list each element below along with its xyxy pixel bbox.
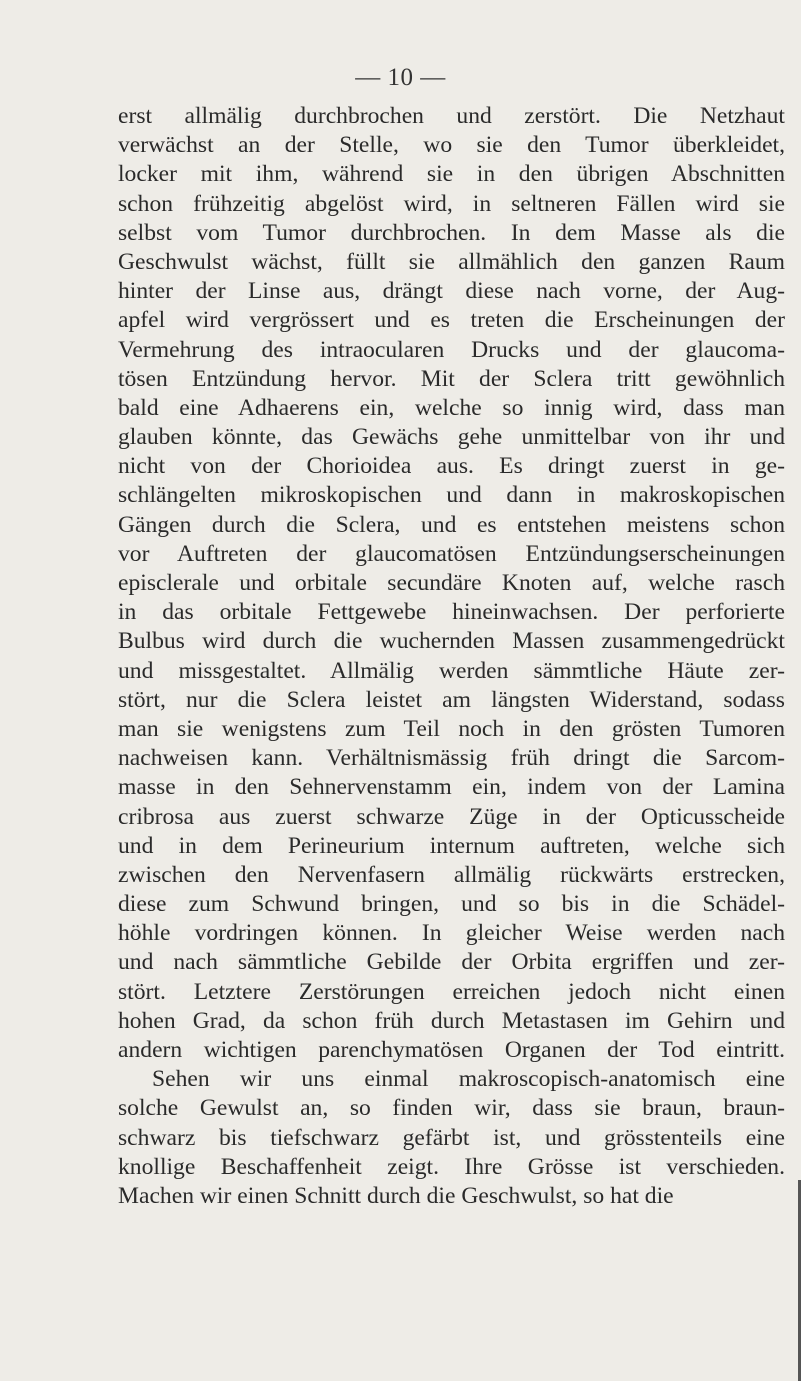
text-line: bald eine Adhaerens ein, welche so innig wird, dass man	[118, 394, 785, 421]
text-line: locker mit ihm, während sie in den übrigen Abschnitten	[118, 161, 785, 188]
text-line: höhle vordringen können. In gleicher Weise werden nach	[118, 920, 785, 947]
text-line: nachweisen kann. Verhältnismässig früh dringt die Sarcom-	[118, 745, 785, 772]
text-line: Geschwulst wächst, füllt sie allmählich den ganzen Raum	[118, 248, 785, 275]
text-line: stört. Letztere Zerstörungen erreichen jedoch nicht einen	[118, 978, 785, 1005]
text-line: stört, nur die Sclera leistet am längsten Widerstand, sodass	[118, 686, 785, 713]
text-line: Sehen wir uns einmal makroscopisch-anatomisch eine	[152, 1066, 785, 1093]
text-line: Vermehrung des intraocularen Drucks und der glaucoma-	[118, 336, 785, 363]
paragraph-1	[118, 102, 785, 1065]
text-line: apfel wird vergrössert und es treten die Erscheinungen der	[118, 307, 785, 334]
text-line: nicht von der Chorioidea aus. Es dringt zuerst in ge-	[118, 453, 785, 480]
text-line: und in dem Perineurium internum auftreten, welche sich	[118, 832, 785, 859]
text-line: erst allmälig durchbrochen und zerstört. Die Netzhaut	[118, 103, 785, 129]
text-line: knollige Beschaffenheit zeigt. Ihre Grösse ist verschieden.	[118, 1153, 785, 1180]
text-line: hinter der Linse aus, drängt diese nach vorne, der Aug-	[118, 278, 785, 305]
text-line: diese zum Schwund bringen, und so bis in die Schädel-	[118, 891, 785, 918]
text-line: andern wichtigen parenchymatösen Organen der Tod eintritt.	[118, 1037, 785, 1063]
text-line: glauben könnte, das Gewächs gehe unmittelbar von ihr und	[118, 424, 785, 451]
text-line: Gängen durch die Sclera, und es entstehen meistens schon	[118, 511, 785, 538]
text-line: episclerale und orbitale secundäre Knoten auf, welche rasch	[118, 570, 785, 596]
text-line: schlängelten mikroskopischen und dann in makroskopischen	[118, 482, 785, 509]
text-line: cribrosa aus zuerst schwarze Züge in der Opticusscheide	[118, 803, 785, 830]
text-line: Machen wir einen Schnitt durch die Geschwulst, so hat die	[118, 1182, 674, 1209]
text-line: tösen Entzündung hervor. Mit der Sclera tritt gewöhnlich	[118, 365, 785, 392]
text-line: masse in den Sehnervenstamm ein, indem von der Lamina	[118, 774, 785, 801]
page-number: — 10 —	[355, 64, 446, 91]
text-line: in das orbitale Fettgewebe hineinwachsen. Der perforierte	[118, 599, 785, 626]
text-line: solche Gewulst an, so finden wir, dass sie braun, braun-	[118, 1095, 785, 1122]
text-line: man sie wenigstens zum Teil noch in den grösten Tumoren	[118, 715, 785, 742]
text-line: und missgestaltet. Allmälig werden sämmtliche Häute zer-	[118, 657, 785, 684]
text-line: zwischen den Nervenfasern allmälig rückwärts erstrecken,	[118, 861, 785, 888]
body-text	[118, 102, 785, 1211]
text-line: und nach sämmtliche Gebilde der Orbita ergriffen und zer-	[118, 949, 785, 976]
text-line: vor Auftreten der glaucomatösen Entzündungserscheinungen	[118, 540, 785, 567]
text-line: verwächst an der Stelle, wo sie den Tumor überkleidet,	[118, 132, 785, 159]
text-line: schwarz bis tiefschwarz gefärbt ist, und grösstenteils eine	[118, 1124, 785, 1151]
text-line: hohen Grad, da schon früh durch Metastasen im Gehirn und	[118, 1007, 785, 1034]
paragraph-2	[118, 1065, 785, 1211]
text-line: schon frühzeitig abgelöst wird, in seltneren Fällen wird sie	[118, 190, 785, 217]
text-line: Bulbus wird durch die wuchernden Massen zusammengedrückt	[118, 628, 785, 655]
text-line: selbst vom Tumor durchbrochen. In dem Masse als die	[118, 219, 785, 246]
